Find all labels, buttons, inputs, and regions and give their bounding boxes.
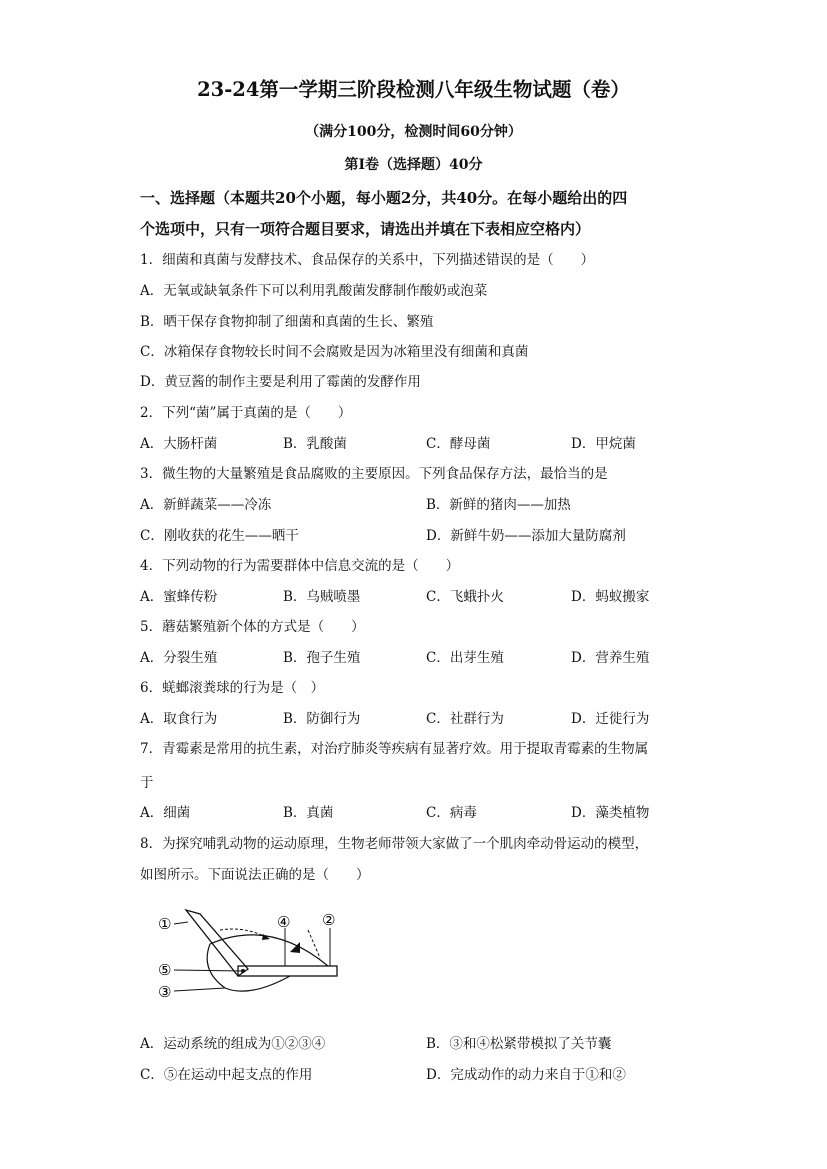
question-2-stem: 2．下列“菌”属于真菌的是（ ）	[140, 405, 352, 421]
question-2-option-a: A．大肠杆菌	[140, 436, 218, 452]
question-4-option-d: D．蚂蚁搬家	[571, 589, 650, 605]
question-5-option-b: B．孢子生殖	[283, 650, 361, 666]
question-2-option-c: C．酵母菌	[426, 436, 491, 452]
question-2-option-b: B．乳酸菌	[283, 436, 347, 452]
question-6-option-d: D．迁徙行为	[571, 711, 650, 727]
lower-bone-bar	[238, 966, 337, 976]
question-8-stem-cont: 如图所示。下面说法正确的是（ ）	[140, 867, 370, 883]
section-heading-line1: 一、选择题（本题共20个小题，每小题2分，共40分。在每小题给出的四	[140, 189, 628, 207]
question-4-stem: 4．下列动物的行为需要群体中信息交流的是（ ）	[140, 558, 460, 574]
figure-label-3: ③	[158, 983, 172, 1001]
question-5-option-c: C．出芽生殖	[426, 650, 504, 666]
question-1-option-a: A．无氧或缺氧条件下可以利用乳酸菌发酵制作酸奶或泡菜	[140, 283, 488, 299]
question-8-stem: 8．为探究哺乳动物的运动原理，生物老师带领大家做了一个肌肉牵动骨运动的模型，	[140, 836, 649, 852]
exam-title: 23-24第一学期三阶段检测八年级生物试题（卷）	[197, 78, 630, 101]
question-1-option-c: C．冰箱保存食物较长时间不会腐败是因为冰箱里没有细菌和真菌	[140, 344, 529, 360]
question-3-option-a: A．新鲜蔬菜——冷冻	[140, 497, 272, 513]
question-6-stem: 6．蜣螂滚粪球的行为是（ ）	[140, 680, 325, 696]
question-7-option-c: C．病毒	[426, 805, 477, 821]
question-6-option-c: C．社群行为	[426, 711, 504, 727]
question-1-stem: 1．细菌和真菌与发酵技术、食品保存的关系中，下列描述错误的是（ ）	[140, 252, 595, 268]
figure-label-5: ⑤	[158, 961, 172, 979]
question-6-option-a: A．取食行为	[140, 711, 218, 727]
question-6-option-b: B．防御行为	[283, 711, 361, 727]
figure-label-2: ②	[322, 911, 336, 929]
question-3-option-b: B．新鲜的猪肉——加热	[426, 497, 571, 513]
question-3-option-d: D．新鲜牛奶——添加大量防腐剂	[426, 528, 626, 544]
question-5-option-a: A．分裂生殖	[140, 650, 218, 666]
question-2-option-d: D．甲烷菌	[571, 436, 636, 452]
question-7-option-b: B．真菌	[283, 805, 334, 821]
upper-elastic-band	[210, 935, 328, 966]
exam-subtitle: （满分100分，检测时间60分钟）	[305, 124, 522, 140]
question-7-option-d: D．藻类植物	[571, 805, 650, 821]
question-5-stem: 5．蘑菇繁殖新个体的方式是（ ）	[140, 619, 365, 635]
muscle-bone-model-figure	[150, 908, 350, 1003]
section-heading-line2: 个选项中，只有一项符合题目要求，请选出并填在下表相应空格内）	[140, 220, 591, 238]
question-8-option-b: B．③和④松紧带模拟了关节囊	[426, 1036, 612, 1052]
question-1-option-b: B．晒干保存食物抑制了细菌和真菌的生长、繁殖	[140, 314, 434, 330]
question-3-stem: 3．微生物的大量繁殖是食品腐败的主要原因。下列食品保存方法，最恰当的是	[140, 466, 608, 482]
question-3-option-c: C．刚收获的花生——晒干	[140, 528, 299, 544]
question-4-option-c: C．飞蛾扑火	[426, 589, 504, 605]
figure-label-4: ④	[277, 913, 291, 931]
lower-elastic-band	[207, 944, 290, 991]
figure-label-1: ①	[158, 915, 172, 933]
question-4-option-a: A．蜜蜂传粉	[140, 589, 218, 605]
question-8-option-d: D．完成动作的动力来自于①和②	[426, 1067, 626, 1083]
question-1-option-d: D．黄豆酱的制作主要是利用了霉菌的发酵作用	[140, 374, 421, 390]
question-7-stem-cont: 于	[140, 775, 154, 791]
part-heading: 第Ⅰ卷（选择题）40分	[344, 157, 483, 173]
question-7-stem: 7．青霉素是常用的抗生素，对治疗肺炎等疾病有显著疗效。用于提取青霉素的生物属	[140, 741, 649, 757]
question-8-option-c: C．⑤在运动中起支点的作用	[140, 1067, 313, 1083]
question-5-option-d: D．营养生殖	[571, 650, 650, 666]
question-8-option-a: A．运动系统的组成为①②③④	[140, 1036, 326, 1052]
question-7-option-a: A．细菌	[140, 805, 191, 821]
question-4-option-b: B．乌贼喷墨	[283, 589, 361, 605]
